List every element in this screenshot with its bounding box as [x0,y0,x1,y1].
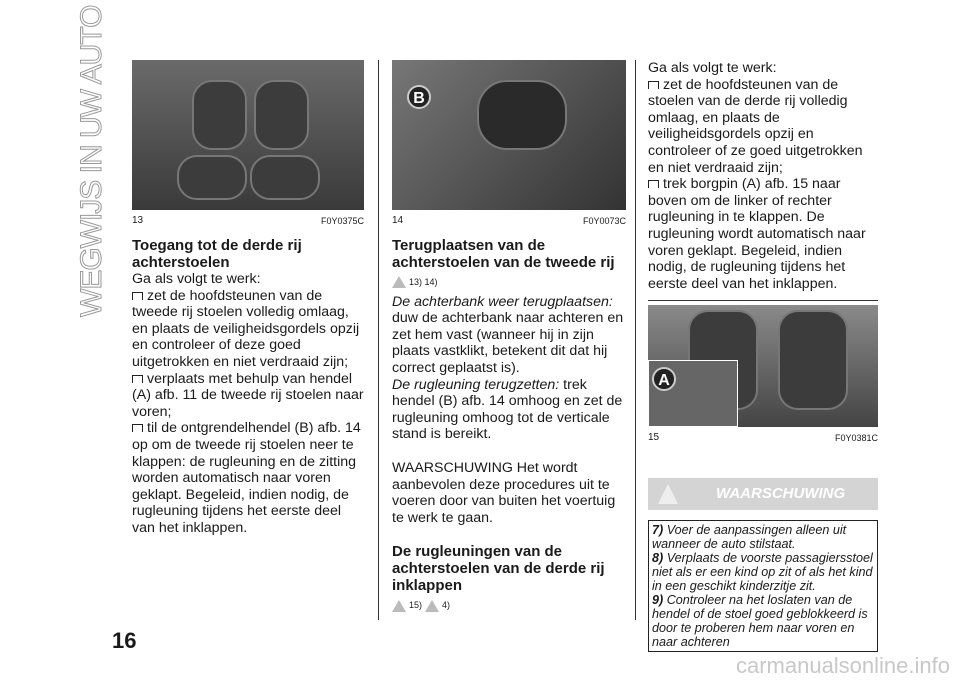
warning-header [648,478,878,510]
environment-icon [425,600,439,612]
bullet-item: zet de hoofdsteunen van de tweede rij stoelen volledig omlaag, en plaats de veiligheidsgordels opzij en controleer of deze goed uitgetrokken en niet verdraaid zijn; [132,288,364,371]
figure-number: 15 [648,432,660,444]
column-1 [132,60,364,537]
section-title: WEGWIJS IN UW AUTO [75,5,108,317]
figure-code: F0Y0381C [834,433,878,444]
warning-text: Verplaats de voorste passagiersstoel niet als er een kind op zit of als het kind in een geschikt kinderzitje zit. [652,551,873,594]
figure-number: 13 [132,215,144,226]
page-number: 16 [112,628,137,653]
section-heading: Terugplaatsen van de achterstoelen van de tweede rij [392,237,615,271]
warning-text: WAARSCHUWING Het wordt aanbevolen deze procedures uit te voeren door van buiten het voertuig te werk te gaan. [392,459,616,526]
warning-icon [392,600,406,612]
bullet-item: verplaats met behulp van hendel (A) afb. 11 de tweede rij stoelen naar voren; [132,370,364,420]
reference-number: 15) [409,600,423,611]
figure-code: F0Y0073C [582,216,626,226]
warning-box [648,520,878,652]
column-3 [648,60,878,652]
column-divider [378,60,379,620]
reference-numbers: 13) 14) [409,277,438,287]
callout-a: A [652,367,676,391]
bullet-item: til de ontgrendelhendel (B) afb. 14 op om de tweede rij stoelen neer te klappen: de rugleuning en de zitting worden automatisch naar voren geklapt. Begeleid, indien nodig, de rugleuning tijdens het eerste deel van het inklappen. [132,420,364,536]
watermark: carmanualsonline.info [735,653,950,678]
warning-number: 9) [652,593,664,608]
figure-number: 14 [392,215,404,226]
section-heading: De rugleuningen van de achterstoelen van de derde rij inklappen [392,543,605,595]
warning-number: 7) [652,523,664,538]
intro-text: Ga als volgt te werk: [132,271,261,287]
warning-icon [658,484,678,504]
figure-13-image [132,60,364,210]
intro-text: Ga als volgt te werk: [648,60,777,76]
column-divider [635,60,636,620]
reference-number: 4) [442,600,451,611]
section-sidebar [72,5,112,320]
italic-lead: De rugleuning terugzetten: [392,376,560,393]
italic-lead: De achterbank weer terugplaatsen: [392,293,613,310]
callout-b: B [407,85,431,109]
warning-icon [392,276,406,288]
warning-text: Controleer na het loslaten van de hendel of de stoel goed geblokkeerd is door te proberen hem naar voren en naar achteren [652,593,868,650]
column-2 [392,60,626,617]
body-text: trek hendel (B) afb. 14 omhoog en zet de rugleuning omhoog tot de verticale stand is bereikt. [392,376,623,443]
bullet-item: trek borgpin (A) afb. 15 naar boven om de linker of rechter rugleuning in te klappen. De rugleuning wordt automatisch naar voren geklapt. Begeleid, indien nodig, de rugleuning tijdens het eerste deel van het inklappen. [648,176,878,292]
bullet-item: zet de hoofdsteunen van de stoelen van de derde rij volledig omlaag, en plaats de veiligheidsgordels opzij en controleer of ze goed uitgetrokken en niet verdraaid zijn; [648,77,878,177]
warning-text: Voer de aanpassingen alleen uit wanneer de auto stilstaat. [652,523,847,552]
warning-title: WAARSCHUWING [716,485,846,503]
figure-14-image [392,60,626,210]
figure-code: F0Y0375C [320,216,364,226]
body-text: duw de achterbank naar achteren en zet hem vast (wanneer hij in zijn plaats vastklikt, betekent dit dat hij correct geplaatst is). [392,310,624,376]
warning-number: 8) [652,551,664,566]
section-heading: Toegang tot de derde rij achterstoelen [132,237,302,271]
figure-15-image [648,305,878,427]
